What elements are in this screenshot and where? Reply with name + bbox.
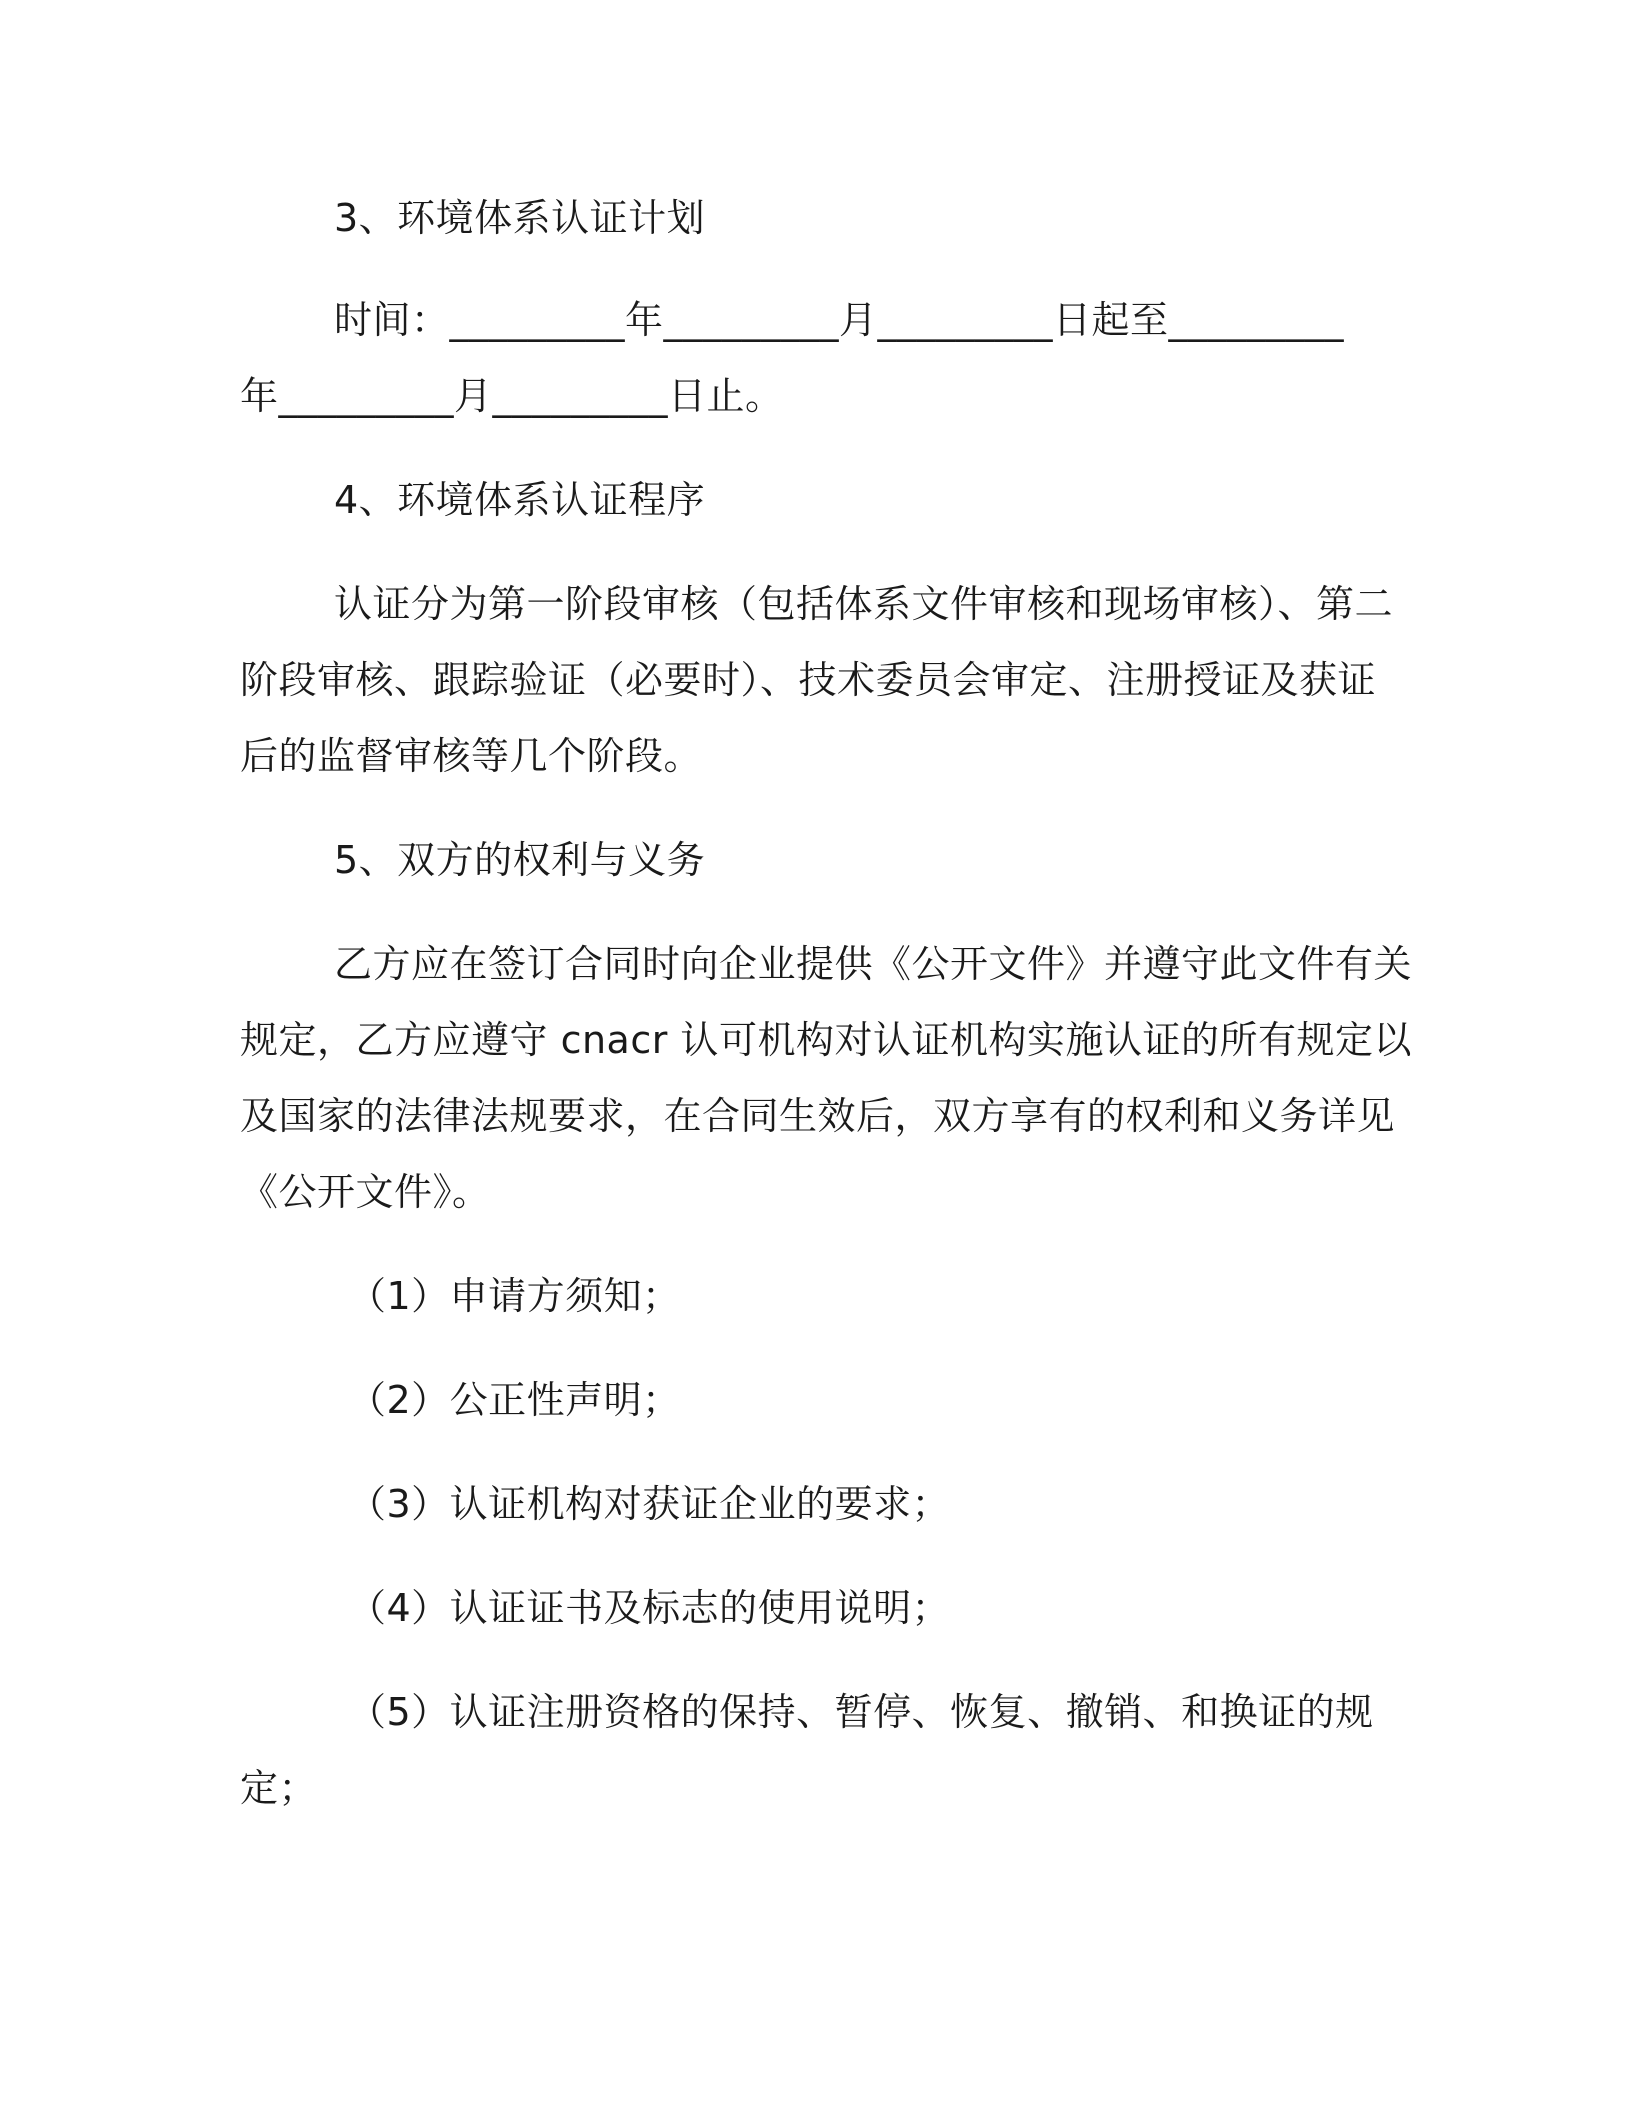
procedure-paragraph-line-1: 认证分为第一阶段审核（包括体系文件审核和现场审核）、第二: [334, 582, 1394, 626]
certification-time-line-1: 时间：_________年_________月_________日起至_________: [334, 298, 1345, 342]
list-item-continuation: 定；: [240, 1766, 318, 1810]
list-item: （5）认证注册资格的保持、暂停、恢复、撤销、和换证的规: [348, 1690, 1374, 1734]
procedure-paragraph-line-2: 阶段审核、跟踪验证（必要时）、技术委员会审定、注册授证及获证: [240, 658, 1377, 702]
procedure-paragraph-line-3: 后的监督审核等几个阶段。: [240, 734, 703, 778]
section-4-heading: 4、环境体系认证程序: [334, 478, 706, 522]
section-3-heading: 3、环境体系认证计划: [334, 196, 706, 240]
list-item: （2）公正性声明；: [348, 1378, 681, 1422]
rights-paragraph-line-1: 乙方应在签订合同时向企业提供《公开文件》并遵守此文件有关: [334, 942, 1413, 986]
rights-paragraph-line-2: 规定，乙方应遵守 cnacr 认可机构对认证机构实施认证的所有规定以: [240, 1018, 1412, 1062]
rights-paragraph-line-4: 《公开文件》。: [240, 1170, 491, 1214]
list-item: （1）申请方须知；: [348, 1274, 681, 1318]
section-5-heading: 5、双方的权利与义务: [334, 838, 706, 882]
list-item: （4）认证证书及标志的使用说明；: [348, 1586, 951, 1630]
certification-time-line-2: 年_________月_________日止。: [240, 374, 784, 418]
list-item: （3）认证机构对获证企业的要求；: [348, 1482, 951, 1526]
rights-paragraph-line-3: 及国家的法律法规要求，在合同生效后，双方享有的权利和义务详见: [240, 1094, 1396, 1138]
